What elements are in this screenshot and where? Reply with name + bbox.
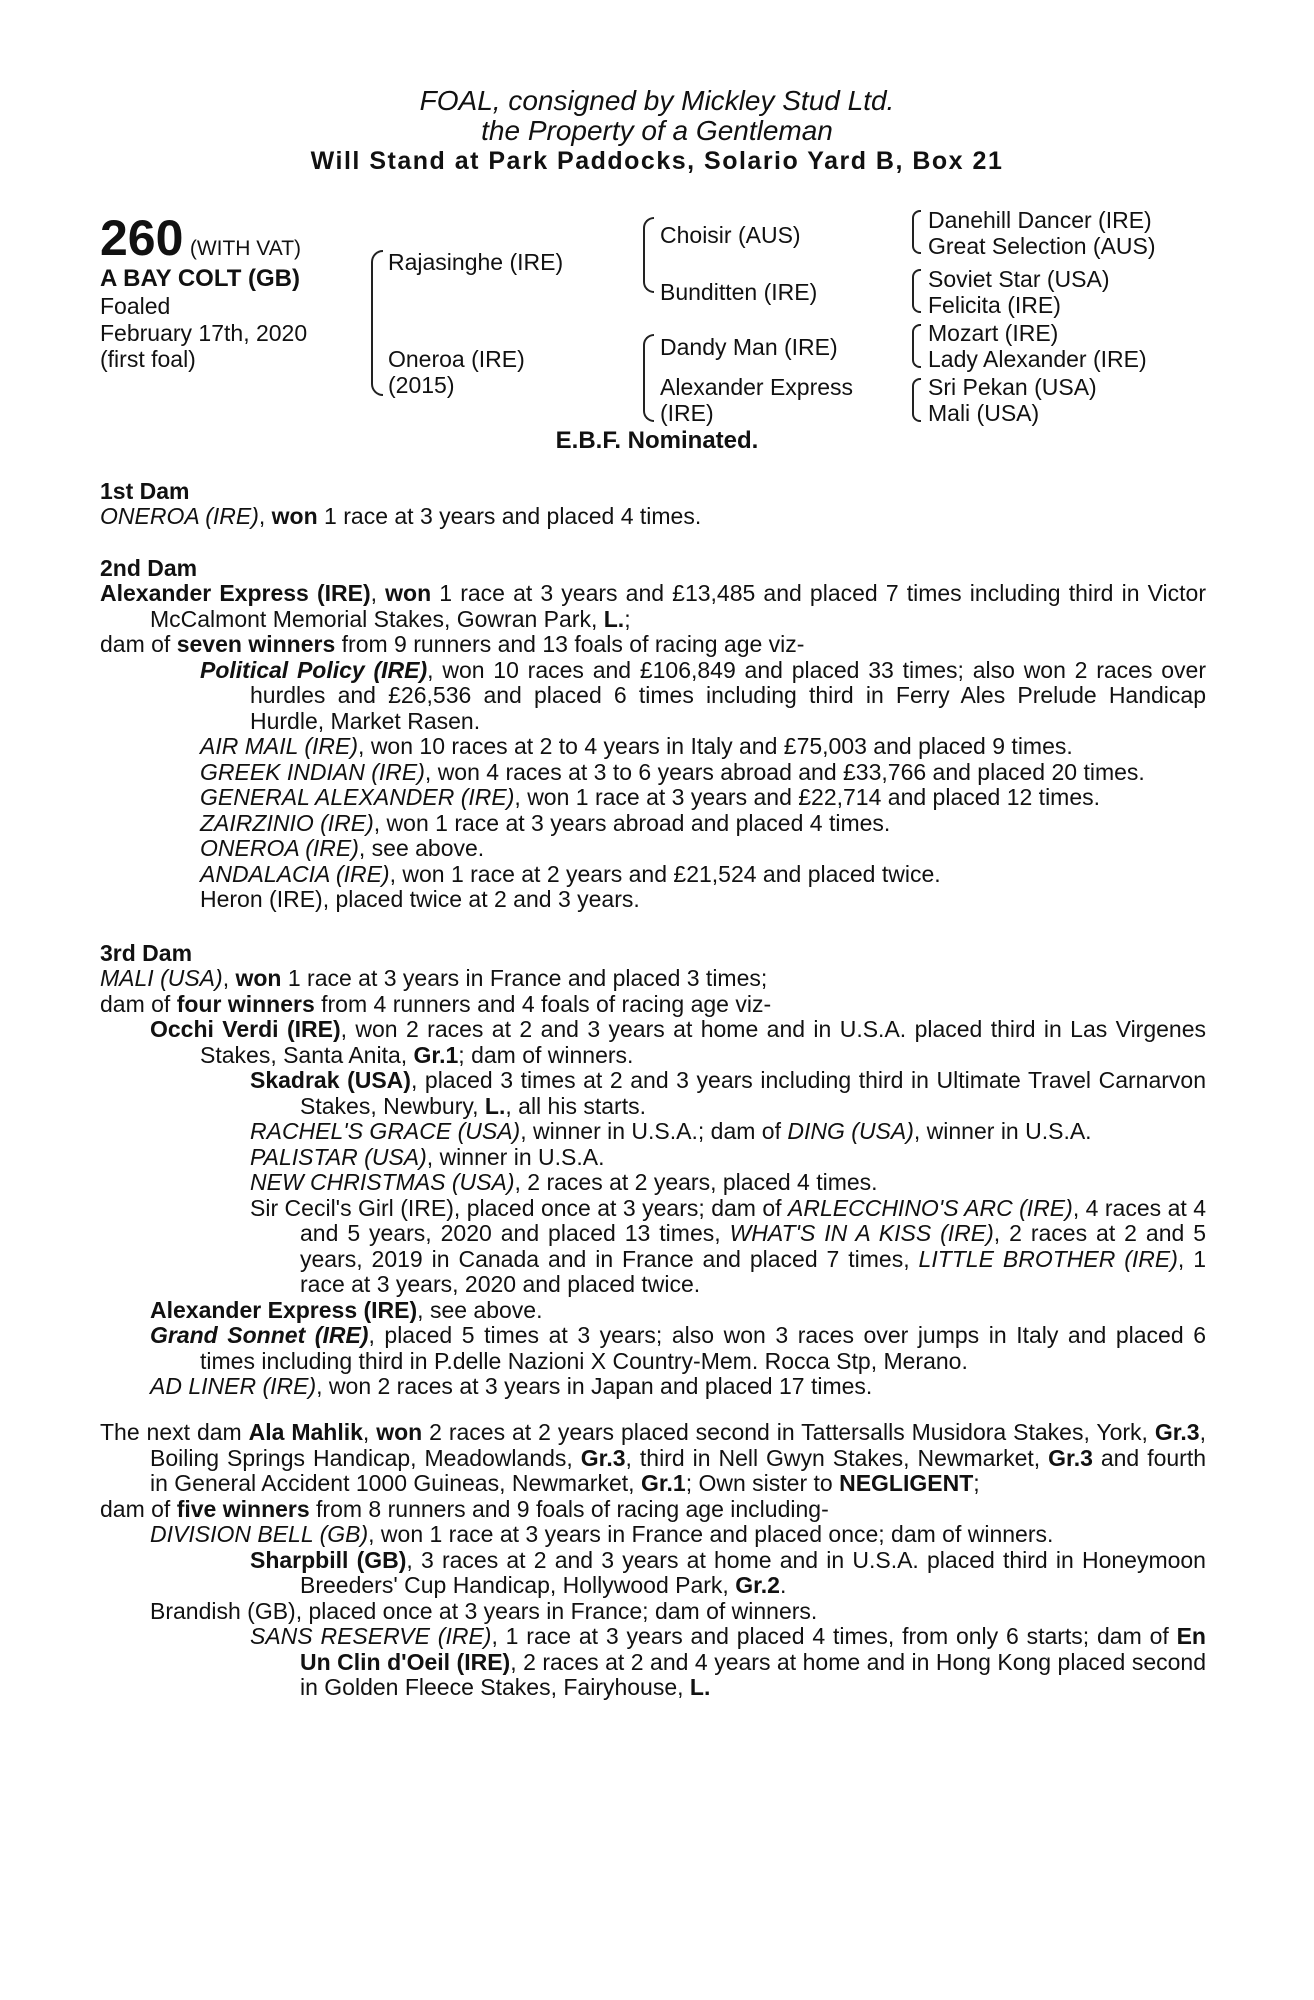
pedigree-g6: Lady Alexander (IRE) bbox=[928, 346, 1147, 372]
list-item: Skadrak (USA), placed 3 times at 2 and 3 years including third in Ultimate Travel Carnarvon Stakes, Newbury, L., all his starts. bbox=[250, 1067, 1206, 1119]
second-dam-title: 2nd Dam bbox=[100, 555, 198, 581]
second-dam-name: Alexander Express (IRE) bbox=[100, 580, 371, 606]
pedigree-g3: Soviet Star (USA) bbox=[928, 266, 1110, 292]
g-brace-1 bbox=[912, 210, 921, 254]
pedigree-sire-sire: Choisir (AUS) bbox=[660, 222, 801, 248]
lot-number: 260 bbox=[100, 210, 184, 266]
pedigree-g8: Mali (USA) bbox=[928, 400, 1040, 426]
pedigree-dam: Oneroa (IRE) bbox=[388, 346, 525, 372]
g-brace-2 bbox=[912, 269, 921, 313]
pedigree-g2: Great Selection (AUS) bbox=[928, 233, 1156, 259]
list-item: RACHEL'S GRACE (USA), winner in U.S.A.; dam of DING (USA), winner in U.S.A. bbox=[250, 1118, 1092, 1144]
pedigree-g1: Danehill Dancer (IRE) bbox=[928, 207, 1152, 233]
list-item: Brandish (GB), placed once at 3 years in France; dam of winners. bbox=[150, 1597, 818, 1624]
list-item: ANDALACIA (IRE), won 1 race at 2 years and £21,524 and placed twice. bbox=[200, 860, 941, 887]
first-dam-name: ONEROA (IRE) bbox=[100, 503, 259, 529]
next-dam-name: Ala Mahlik bbox=[248, 1419, 363, 1445]
list-item: GREEK INDIAN (IRE), won 4 races at 3 to 6 years abroad and £33,766 and placed 20 times. bbox=[200, 758, 1145, 785]
list-item: ZAIRZINIO (IRE), won 1 race at 3 years abroad and placed 4 times. bbox=[200, 809, 891, 836]
pedigree-dam-year: (2015) bbox=[388, 372, 455, 398]
header-property: the Property of a Gentleman bbox=[481, 115, 833, 146]
pedigree-sire-dam: Bunditten (IRE) bbox=[660, 279, 818, 305]
sire-brace bbox=[643, 217, 654, 293]
lot-heading bbox=[100, 210, 302, 266]
list-item: DIVISION BELL (GB), won 1 race at 3 years in France and placed once; dam of winners. bbox=[150, 1521, 1054, 1547]
third-dam-title: 3rd Dam bbox=[100, 940, 193, 966]
list-item: ONEROA (IRE), see above. bbox=[200, 835, 485, 861]
first-dam-section: 1st Dam ONEROA (IRE), won 1 race at 3 years and placed 4 times. bbox=[100, 478, 1206, 530]
pedigree-sire: Rajasinghe (IRE) bbox=[388, 249, 564, 275]
list-item: Sir Cecil's Girl (IRE), placed once at 3 years; dam of ARLECCHINO'S ARC (IRE), 4 races at 4 and 5 years, 2020 and placed 13 times, WHAT'S IN A KISS (IRE), 2 races at 2 and 5 years, 2019 in Canada and in France and placed 7 times, LITTLE BROTHER (IRE), 1 race at 3 years, 2020 and placed twice. bbox=[250, 1194, 1207, 1297]
list-item: AD LINER (IRE), won 2 races at 3 years in Japan and placed 17 times. bbox=[150, 1373, 873, 1399]
pedigree-g5: Mozart (IRE) bbox=[928, 320, 1059, 346]
pedigree-g7: Sri Pekan (USA) bbox=[928, 374, 1097, 400]
list-item: Alexander Express (IRE), see above. bbox=[150, 1296, 543, 1323]
pedigree-dam-dam-2: (IRE) bbox=[660, 400, 714, 426]
g-brace-4 bbox=[912, 378, 921, 422]
header-consignor: FOAL, consigned by Mickley Stud Ltd. bbox=[419, 85, 895, 116]
list-item: Sharpbill (GB), 3 races at 2 and 3 years at home and in U.S.A. placed third in Honeymoon Breeders' Cup Handicap, Hollywood Park, Gr.2. bbox=[250, 1546, 1206, 1598]
list-item: Political Policy (IRE), won 10 races and £106,849 and placed 33 times; also won 2 races over hurdles and £26,536 and placed 6 times including third in Ferry Ales Prelude Handicap Hurdle, Market Rasen. bbox=[200, 656, 1206, 734]
list-item: Grand Sonnet (IRE), placed 5 times at 3 years; also won 3 races over jumps in Italy and placed 6 times including third in P.delle Nazioni X Country-Mem. Rocca Stp, Merano. bbox=[150, 1322, 1206, 1374]
dam-brace bbox=[643, 334, 654, 422]
sire-dam-brace bbox=[371, 250, 383, 396]
foal-note: (first foal) bbox=[100, 346, 196, 372]
ebf-nominated: E.B.F. Nominated. bbox=[555, 427, 759, 454]
list-item: SANS RESERVE (IRE), 1 race at 3 years and placed 4 times, from only 6 starts; dam of En Un Clin d'Oeil (IRE), 2 races at 2 and 4 years at home and in Hong Kong placed second in Golden Fleece Stakes, Fairyhouse, L. bbox=[250, 1623, 1206, 1700]
foaled-date: February 17th, 2020 bbox=[100, 320, 308, 346]
next-dam-section: The next dam Ala Mahlik, won 2 races at 2 years placed second in Tattersalls Musidora Stakes, York, Gr.3, Boiling Springs Handicap, Meadowlands, Gr.3, third in Nell Gwyn Stakes, Newmarket, Gr.3 and fourth in General Accident 1000 Guineas, Newmarket, Gr.1; Own sister to NEGLIGENT; dam of five winners from 8 runners and 9 foals of racing age including- DIVISION BELL (GB), won 1 race at 3 years in France and placed once; dam of winners. Sharpbill (GB), 3 races at 2 and 3 years at home and in U.S.A. placed third in Honeymoon Breeders' Cup Handicap, Hollywood Park, Gr.2. Brandish (GB), placed once at 3 years in France; dam of winners. SANS RESERVE (IRE), 1 race at 3 years and placed 4 times, from only 6 starts; dam of En Un Clin d'Oeil (IRE), 2 races at 2 and 4 years at home and in Hong Kong placed second in Golden Fleece Stakes, Fairyhouse, L. bbox=[100, 1419, 1207, 1700]
third-dam-section: 3rd Dam MALI (USA), won 1 race at 3 years in France and placed 3 times; dam of four winners from 4 runners and 4 foals of racing age viz- Occhi Verdi (IRE), won 2 races at 2 and 3 years at home and in U.S.A. placed third in Las Virgenes Stakes, Santa Anita, Gr.1; dam of winners. Skadrak (USA), placed 3 times at 2 and 3 years including third in Ultimate Travel Carnarvon Stakes, Newbury, L., all his starts. RACHEL'S GRACE (USA), winner in U.S.A.; dam of DING (USA), winner in U.S.A. PALISTAR (USA), winner in U.S.A. NEW CHRISTMAS (USA), 2 races at 2 years, placed 4 times. Sir Cecil's Girl (IRE), placed once at 3 years; dam of ARLECCHINO'S ARC (IRE), 4 races at 4 and 5 years, 2020 and placed 13 times, WHAT'S IN A KISS (IRE), 2 races at 2 and 5 years, 2019 in Canada and in France and placed 7 times, LITTLE BROTHER (IRE), 1 race at 3 years, 2020 and placed twice. Alexander Express (IRE), see above. Grand Sonnet (IRE), placed 5 times at 3 years; also won 3 races over jumps in Italy and placed 6 times including third in P.delle Nazioni X Country-Mem. Rocca Stp, Merano. AD LINER (IRE), won 2 races at 3 years in Japan and placed 17 times. bbox=[100, 940, 1207, 1399]
first-dam-won: won bbox=[271, 503, 318, 529]
pedigree-dam-dam-1: Alexander Express bbox=[660, 374, 854, 400]
g-brace-3 bbox=[912, 324, 921, 368]
foaled-label: Foaled bbox=[100, 293, 171, 319]
pedigree-g4: Felicita (IRE) bbox=[928, 292, 1061, 318]
first-dam-title: 1st Dam bbox=[100, 478, 190, 504]
header-location: Will Stand at Park Paddocks, Solario Yard B, Box 21 bbox=[310, 147, 1004, 175]
vat-note: (WITH VAT) bbox=[189, 237, 302, 260]
list-item: AIR MAIL (IRE), won 10 races at 2 to 4 years in Italy and £75,003 and placed 9 times. bbox=[200, 733, 1073, 759]
list-item: GENERAL ALEXANDER (IRE), won 1 race at 3 years and £22,714 and placed 12 times. bbox=[200, 784, 1101, 810]
first-dam-text: 1 race at 3 years and placed 4 times. bbox=[317, 503, 702, 529]
list-item: Occhi Verdi (IRE), won 2 races at 2 and 3 years at home and in U.S.A. placed third in Las Virgenes Stakes, Santa Anita, Gr.1; dam of winners. bbox=[150, 1016, 1207, 1068]
list-item: Heron (IRE), placed twice at 2 and 3 years. bbox=[200, 886, 640, 912]
list-item: PALISTAR (USA), winner in U.S.A. bbox=[250, 1143, 605, 1170]
second-dam-section: 2nd Dam Alexander Express (IRE), won 1 race at 3 years and £13,485 and placed 7 times including third in Victor McCalmont Memorial Stakes, Gowran Park, L.; dam of seven winners from 9 runners and 13 foals of racing age viz- Political Policy (IRE), won 10 races and £106,849 and placed 33 times; also won 2 races over hurdles and £26,536 and placed 6 times including third in Ferry Ales Prelude Handicap Hurdle, Market Rasen. AIR MAIL (IRE), won 10 races at 2 to 4 years in Italy and £75,003 and placed 9 times. GREEK INDIAN (IRE), won 4 races at 3 to 6 years abroad and £33,766 and placed 20 times. GENERAL ALEXANDER (IRE), won 1 race at 3 years and £22,714 and placed 12 times. ZAIRZINIO (IRE), won 1 race at 3 years abroad and placed 4 times. ONEROA (IRE), see above. ANDALACIA (IRE), won 1 race at 2 years and £21,524 and placed twice. Heron (IRE), placed twice at 2 and 3 years. bbox=[100, 555, 1206, 912]
pedigree-dam-sire: Dandy Man (IRE) bbox=[660, 334, 838, 360]
lot-name: A BAY COLT (GB) bbox=[100, 265, 301, 292]
list-item: NEW CHRISTMAS (USA), 2 races at 2 years, placed 4 times. bbox=[250, 1169, 878, 1195]
